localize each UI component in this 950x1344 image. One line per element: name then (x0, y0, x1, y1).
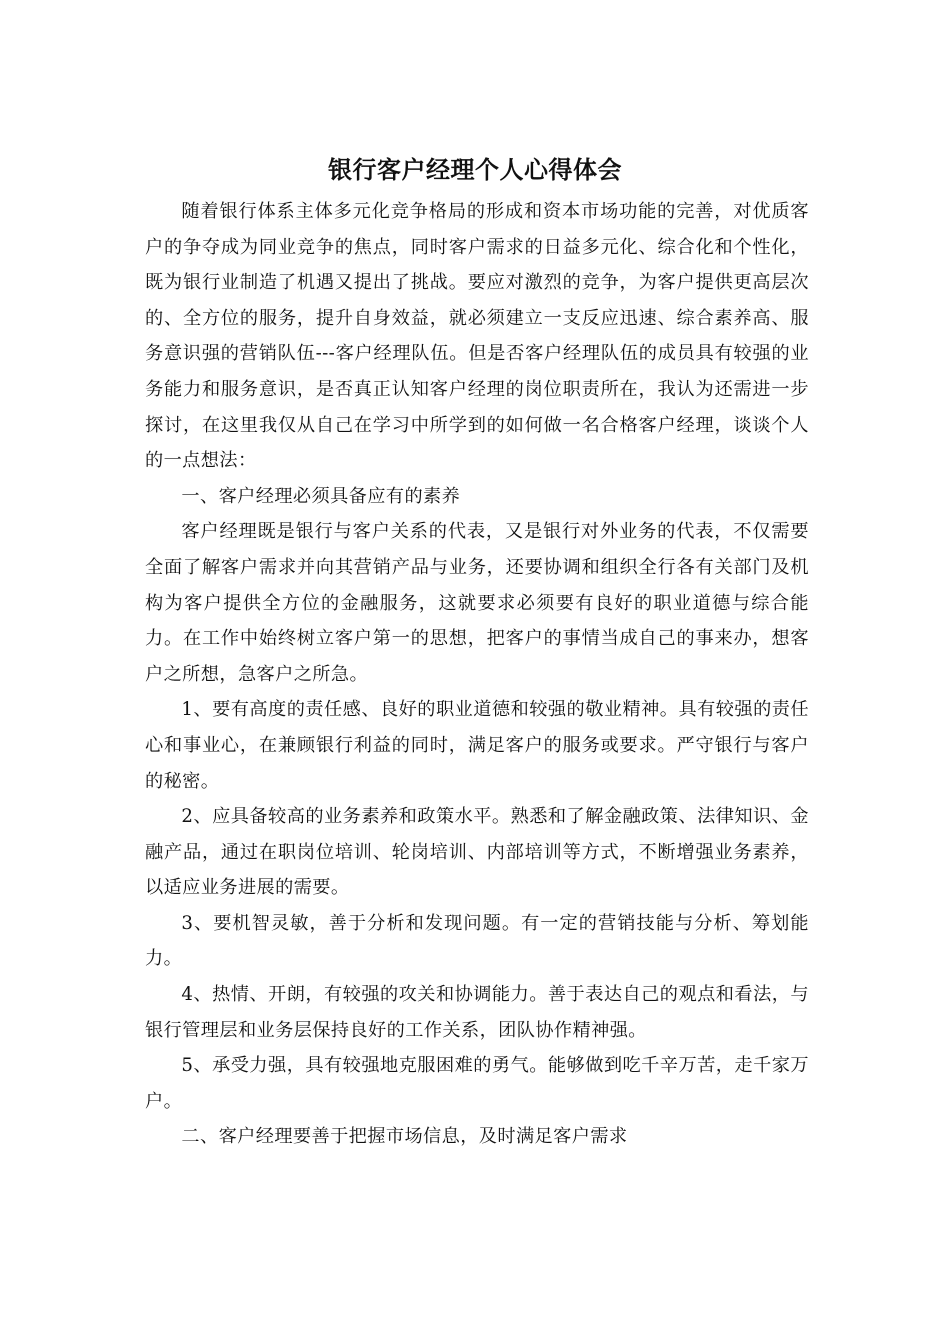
list-item-4: 4、热情、开朗，有较强的攻关和协调能力。善于表达自己的观点和看法，与银行管理层和业务层保持良好的工作关系，团队协作精神强。 (145, 984, 809, 1041)
list-item-2: 2、应具备较高的业务素养和政策水平。熟悉和了解金融政策、法律知识、金融产品，通过在职岗位培训、轮岗培训、内部培训等方式，不断增强业务素养，以适应业务进展的需要。 (145, 806, 809, 899)
document-title: 银行客户经理个人心得体会 (328, 155, 622, 184)
paragraph-intro: 随着银行体系主体多元化竞争格局的形成和资本市场功能的完善，对优质客户的争夺成为同业竞争的焦点，同时客户需求的日益多元化、综合化和个性化，既为银行业制造了机遇又提出了挑战。要应对激烈的竞争，为客户提供更高层次的、全方位的服务，提升自身效益，就必须建立一支反应迅速、综合素养高、服务意识强的营销队伍---客户经理队伍。但是否客户经理队伍的成员具有较强的业务能力和服务意识，是否真正认知客户经理的岗位职责所在，我认为还需进一步探讨，在这里我仅从自己在学习中所学到的如何做一名合格客户经理，谈谈个人的一点想法： (145, 201, 809, 472)
list-item-5: 5、承受力强，具有较强地克服困难的勇气。能够做到吃千辛万苦，走千家万户。 (145, 1055, 809, 1112)
section-heading-1: 一、客户经理必须具备应有的素养 (181, 485, 461, 507)
paragraph-section-1: 客户经理既是银行与客户关系的代表，又是银行对外业务的代表，不仅需要全面了解客户需求并向其营销产品与业务，还要协调和组织全行各有关部门及机构为客户提供全方位的金融服务，这就要求必须要有良好的职业道德与综合能力。在工作中始终树立客户第一的思想，把客户的事情当成自己的事来办，想客户之所想，急客户之所急。 (145, 521, 809, 685)
list-item-3: 3、要机智灵敏，善于分析和发现问题。有一定的营销技能与分析、筹划能力。 (145, 912, 809, 970)
list-item-1: 1、要有高度的责任感、良好的职业道德和较强的敬业精神。具有较强的责任心和事业心，在兼顾银行利益的同时，满足客户的服务或要求。严守银行与客户的秘密。 (145, 699, 809, 792)
document-body (145, 194, 809, 1155)
section-heading-2: 二、客户经理要善于把握市场信息，及时满足客户需求 (181, 1126, 628, 1148)
